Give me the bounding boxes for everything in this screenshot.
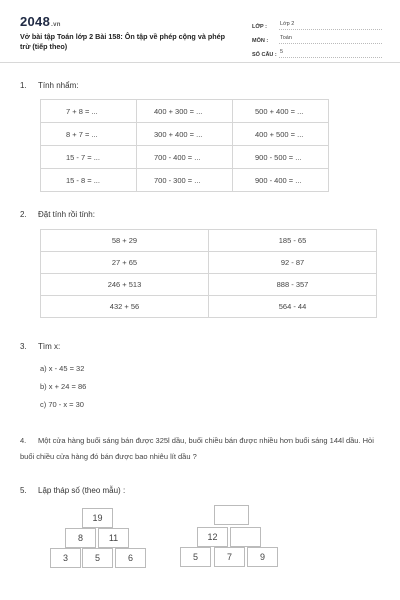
table-row xyxy=(41,230,377,252)
question-3-heading: 3. Tìm x: xyxy=(20,342,61,351)
question-4-word-problem: 4. Một cửa hàng buổi sáng bán được 325l dầu, buổi chiều bán được nhiều hơn buổi sáng 144l dầu. Hỏi buổi chiều cửa hàng đó bán được bao nhiêu lít dầu ? xyxy=(20,436,374,461)
table-row xyxy=(41,274,377,296)
table-row xyxy=(41,296,377,318)
table-cell: 58 + 29 xyxy=(41,230,209,252)
pyramid-cell: 7 xyxy=(214,547,245,567)
table-cell: 15 - 8 = ... xyxy=(41,169,137,192)
pyramid-cell: 5 xyxy=(82,548,113,568)
pyramid-cell: 8 xyxy=(65,528,96,548)
pyramid-cell: 5 xyxy=(180,547,211,567)
pyramid-cell: 11 xyxy=(98,528,129,548)
list-item: c) 70 - x = 30 xyxy=(40,399,84,409)
table-cell: 900 - 500 = ... xyxy=(233,146,329,169)
table-row xyxy=(41,100,329,123)
table-row xyxy=(41,146,329,169)
table-cell: 900 - 400 = ... xyxy=(233,169,329,192)
question-1-heading: 1. Tính nhẩm: xyxy=(20,81,79,90)
worksheet-meta xyxy=(252,16,382,58)
question-2-heading: 2. Đặt tính rồi tính: xyxy=(20,210,95,219)
pyramid-cell: 19 xyxy=(82,508,113,528)
table-row xyxy=(41,252,377,274)
number-pyramid-example xyxy=(50,508,150,570)
table-cell: 300 + 400 = ... xyxy=(137,123,233,146)
table-cell: 185 - 65 xyxy=(209,230,377,252)
table-cell: 15 - 7 = ... xyxy=(41,146,137,169)
meta-question-count: SỐ CÂU : 5 xyxy=(252,44,382,58)
site-logo[interactable]: 2048.vn xyxy=(20,14,61,29)
pyramid-cell: 9 xyxy=(247,547,278,567)
table-cell: 432 + 56 xyxy=(41,296,209,318)
table-row xyxy=(41,169,329,192)
table-cell: 700 - 400 = ... xyxy=(137,146,233,169)
table-cell: 400 + 500 = ... xyxy=(233,123,329,146)
table-row xyxy=(41,123,329,146)
pyramid-cell: 3 xyxy=(50,548,81,568)
list-item: a) x - 45 = 32 xyxy=(40,363,85,373)
pyramid-cell: 12 xyxy=(197,527,228,547)
worksheet-header xyxy=(20,14,382,62)
pyramid-cell-blank xyxy=(214,505,249,525)
number-pyramid-exercise xyxy=(180,505,280,570)
table-cell: 700 - 300 = ... xyxy=(137,169,233,192)
header-divider xyxy=(0,62,400,63)
question-5-heading: 5. Lập tháp số (theo mẫu) : xyxy=(20,486,126,495)
meta-subject: MÔN : Toán xyxy=(252,30,382,44)
table-cell: 27 + 65 xyxy=(41,252,209,274)
table-cell: 7 + 8 = ... xyxy=(41,100,137,123)
list-item: b) x + 24 = 86 xyxy=(40,381,87,391)
table-cell: 888 - 357 xyxy=(209,274,377,296)
column-arithmetic-table xyxy=(40,229,377,318)
table-cell: 92 - 87 xyxy=(209,252,377,274)
table-cell: 400 + 300 = ... xyxy=(137,100,233,123)
table-cell: 8 + 7 = ... xyxy=(41,123,137,146)
table-cell: 564 - 44 xyxy=(209,296,377,318)
table-cell: 246 + 513 xyxy=(41,274,209,296)
find-x-list xyxy=(40,359,86,413)
table-cell: 500 + 400 = ... xyxy=(233,100,329,123)
question-4-text: Một cửa hàng buổi sáng bán được 325l dầu, buổi chiều bán được nhiều hơn buổi sáng 144l dầu. Hỏi buổi chiều cửa hàng đó bán được bao nhiêu lít dầu ? xyxy=(20,436,374,461)
meta-class: LỚP : Lớp 2 xyxy=(252,16,382,30)
mental-math-table xyxy=(40,99,329,192)
pyramid-cell: 6 xyxy=(115,548,146,568)
worksheet-title: Vở bài tập Toán lớp 2 Bài 158: Ôn tập về phép cộng và phép trừ (tiếp theo) xyxy=(20,32,225,51)
pyramid-cell-blank xyxy=(230,527,261,547)
